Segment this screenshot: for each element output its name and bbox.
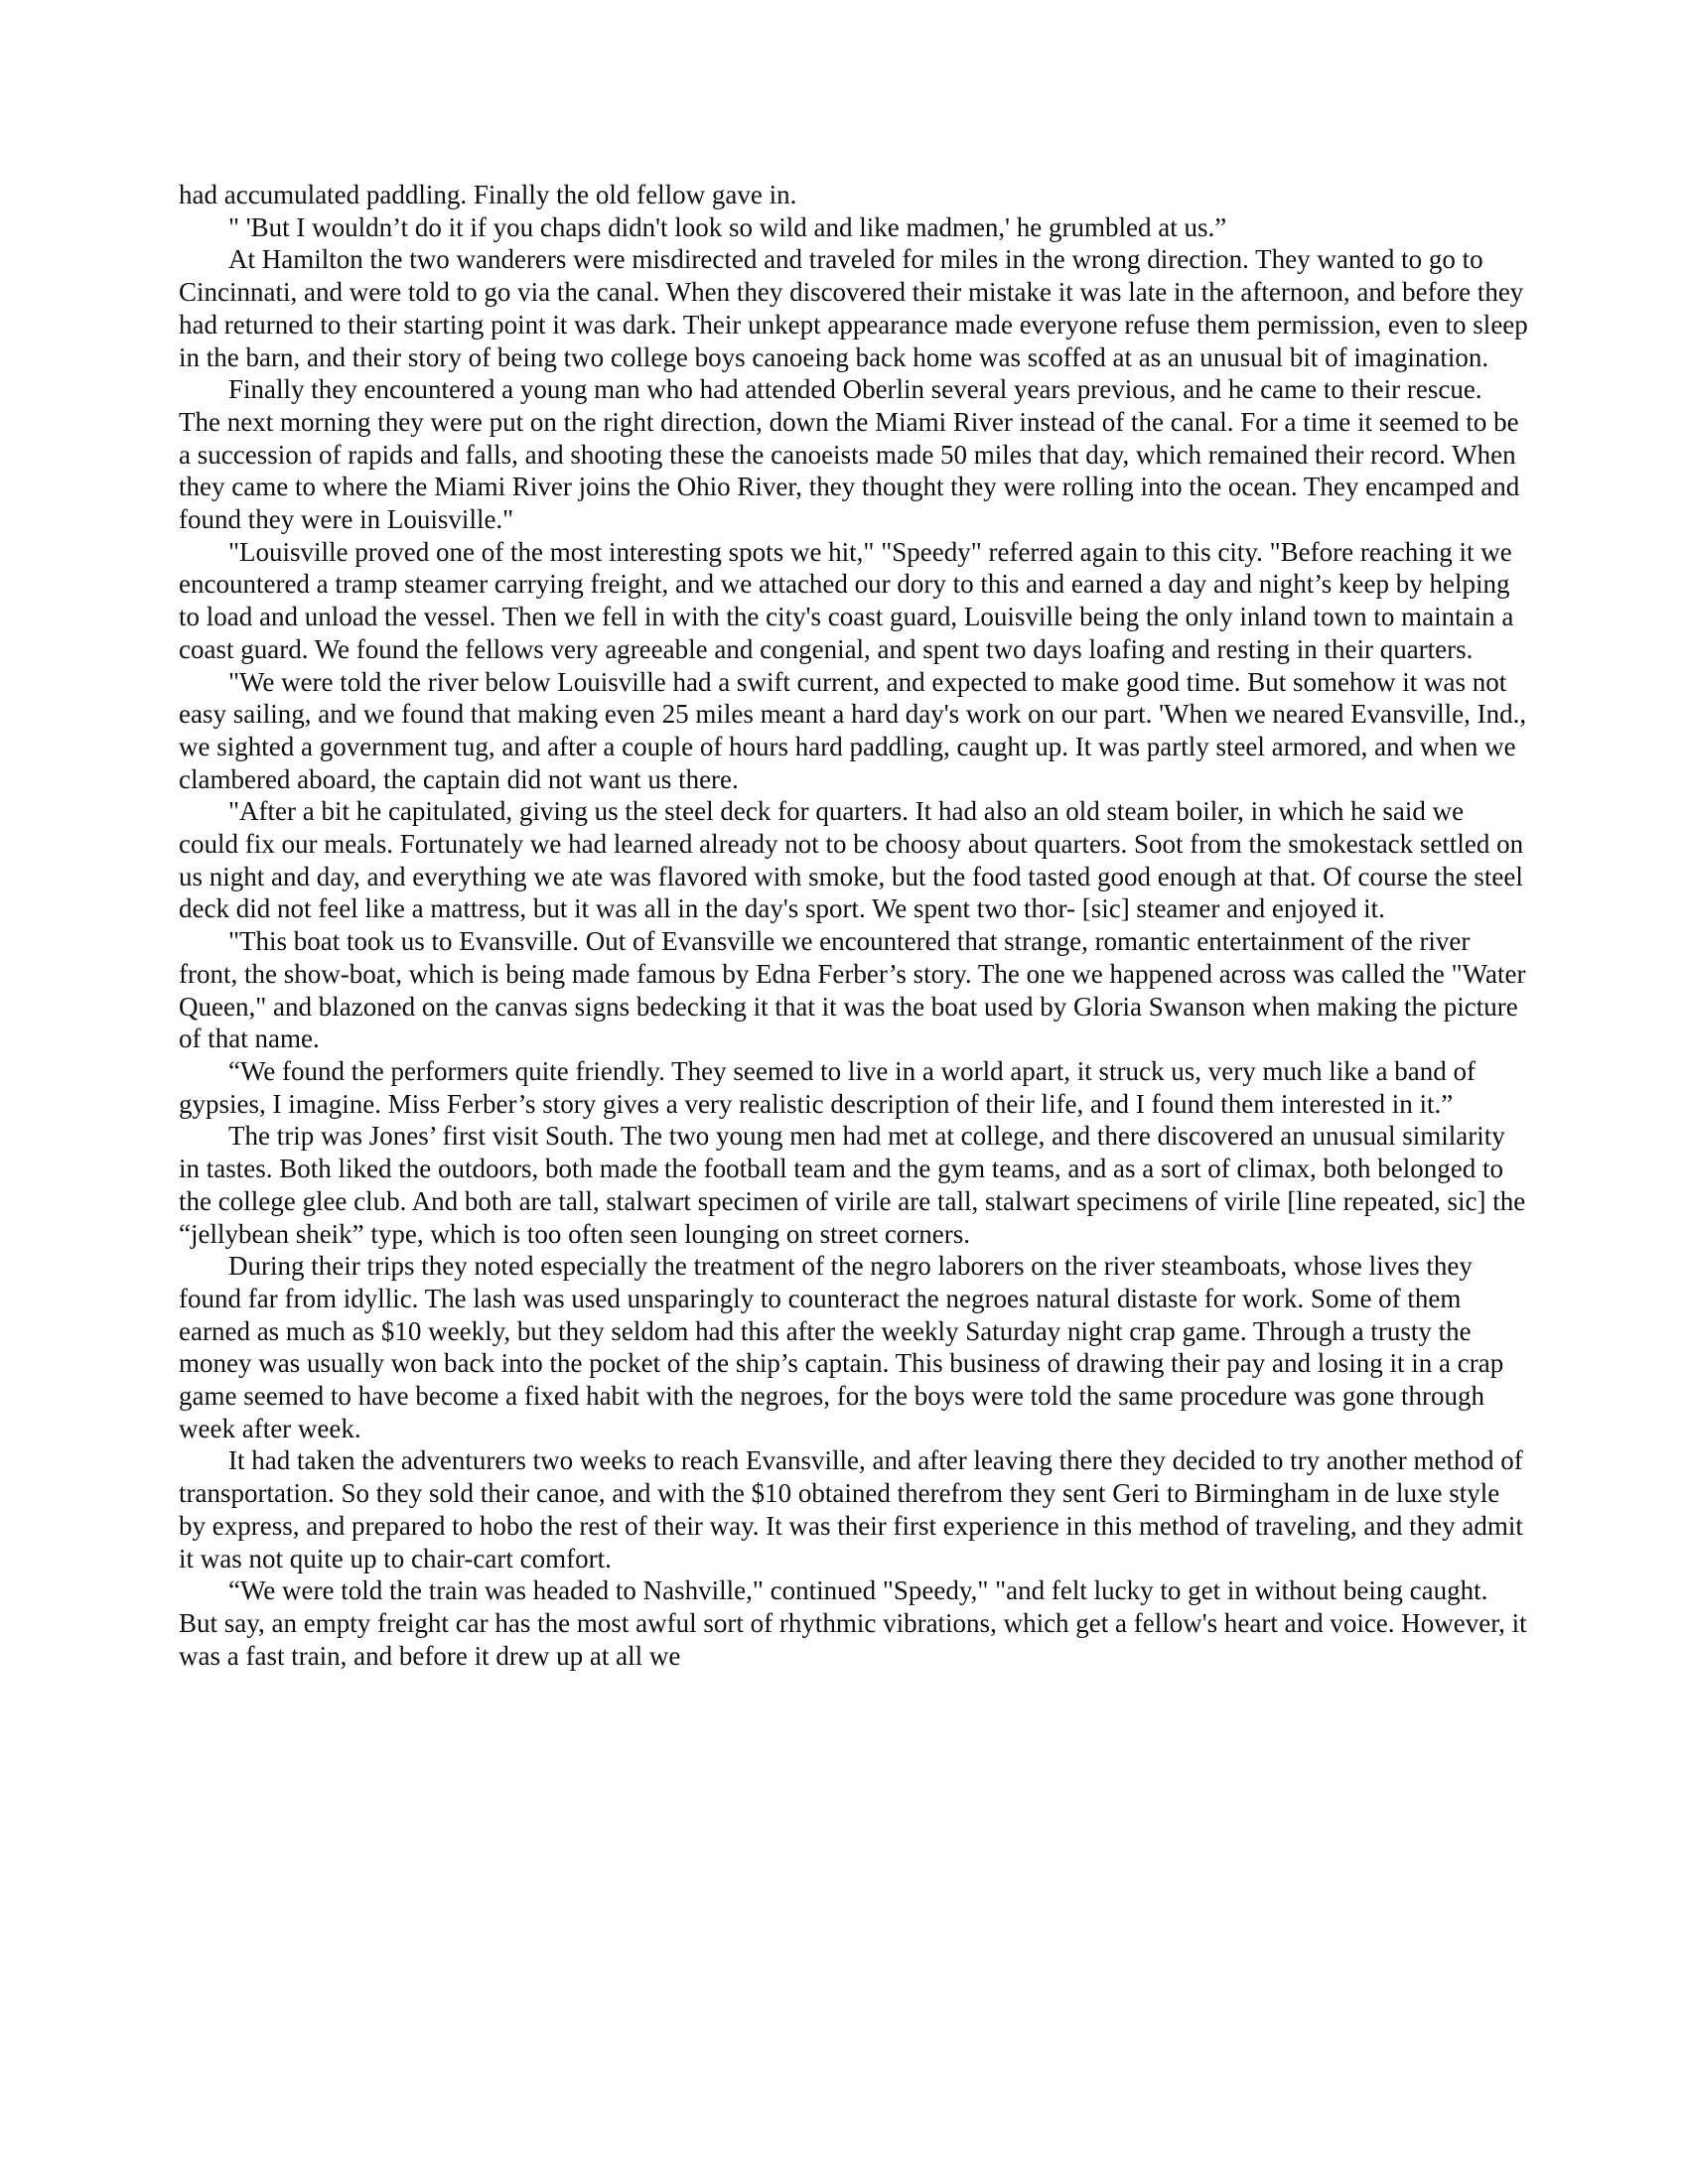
paragraph-11: During their trips they noted especially the treatment of the negro laborers on the river steamboats, whose lives they found far from idyllic. The lash was used unsparingly to counteract the negroes natural distaste for work. Some of them earned as much as $10 weekly, but they seldom had this after the weekly Saturday night crap game. Through a trusty the money was usually won back into the pocket of the ship’s captain. This business of drawing their pay and losing it in a crap game seemed to have become a fixed habit with the negroes, for the boys were told the same procedure was gone through week after week.	[179, 1251, 1504, 1443]
paragraph-10: The trip was Jones’ first visit South. The two young men had met at college, and there discovered an unusual similarity in tastes. Both liked the outdoors, both made the football team and the gym teams, and as a sort of climax, both belonged to the college glee club. And both are tall, stalwart specimen of virile are tall, stalwart specimens of virile [line repeated, sic] the “jellybean sheik” type, which is too often seen lounging on street corners.	[179, 1121, 1526, 1249]
paragraph-5: "Louisville proved one of the most interesting spots we hit," "Speedy" referred again to this city. "Before reaching it we encountered a tramp steamer carrying freight, and we attached our dory to this and earned a day and night’s keep by helping to load and unload the vessel. Then we fell in with the city's coast guard, Louisville being the only inland town to maintain a coast guard. We found the fellows very agreeable and congenial, and spent two days loafing and resting in their quarters.	[179, 536, 1514, 664]
paragraph-9: “We found the performers quite friendly. They seemed to live in a world apart, it struck us, very much like a band of gypsies, I imagine. Miss Ferber’s story gives a very realistic description of their life, and I found them interested in it.”	[179, 1055, 1476, 1119]
paragraph-8: "This boat took us to Evansville. Out of Evansville we encountered that strange, romantic entertainment of the river front, the show-boat, which is being made famous by Edna Ferber’s story. The one we happened across was called the "Water Queen," and blazoned on the canvas signs bedecking it that it was the boat used by Gloria Swanson when making the picture of that name.	[179, 926, 1526, 1054]
paragraph-2: " 'But I wouldn’t do it if you chaps didn't look so wild and like madmen,' he grumbled at us.”	[228, 211, 1227, 242]
document-page	[179, 179, 1529, 1672]
paragraph-3: At Hamilton the two wanderers were misdirected and traveled for miles in the wrong direction. They wanted to go to Cincinnati, and were told to go via the canal. When they discovered their mistake it was late in the afternoon, and before they had returned to their starting point it was dark. Their unkept appearance made everyone refuse them permission, even to sleep in the barn, and their story of being two college boys canoeing back home was scoffed at as an unusual bit of imagination.	[179, 244, 1528, 372]
paragraph-7: "After a bit he capitulated, giving us the steel deck for quarters. It had also an old steam boiler, in which he said we could fix our meals. Fortunately we had learned already not to be choosy about quarters. Soot from the smokestack settled on us night and day, and everything we ate was flavored with smoke, but the food tasted good enough at that. Of course the steel deck did not feel like a mattress, but it was all in the day's sport. We spent two thor- [sic] steamer and enjoyed it.	[179, 796, 1524, 924]
paragraph-12: It had taken the adventurers two weeks to reach Evansville, and after leaving there they decided to try another method of transportation. So they sold their canoe, and with the $10 obtained therefrom they sent Geri to Birmingham in de luxe style by express, and prepared to hobo the rest of their way. It was their first experience in this method of traveling, and they admit it was not quite up to chair-cart comfort.	[179, 1445, 1523, 1573]
paragraph-1: had accumulated paddling. Finally the old fellow gave in.	[179, 180, 797, 209]
paragraph-13: “We were told the train was headed to Nashville," continued "Speedy," "and felt lucky to get in without being caught. But say, an empty freight car has the most awful sort of rhythmic vibrations, which get a fellow's heart and voice. However, it was a fast train, and before it drew up at all we	[179, 1575, 1527, 1671]
paragraph-4: Finally they encountered a young man who had attended Oberlin several years previous, and he came to their rescue. The next morning they were put on the right direction, down the Miami River instead of the canal. For a time it seemed to be a succession of rapids and falls, and shooting these the canoeists made 50 miles that day, which remained their record. When they came to where the Miami River joins the Ohio River, they thought they were rolling into the ocean. They encamped and found they were in Louisville."	[179, 374, 1520, 535]
paragraph-6: "We were told the river below Louisville had a swift current, and expected to make good time. But somehow it was not easy sailing, and we found that making even 25 miles meant a hard day's work on our part. 'When we neared Evansville, Ind., we sighted a government tug, and after a couple of hours hard paddling, caught up. It was partly steel armored, and when we clambered aboard, the captain did not want us there.	[179, 666, 1527, 794]
